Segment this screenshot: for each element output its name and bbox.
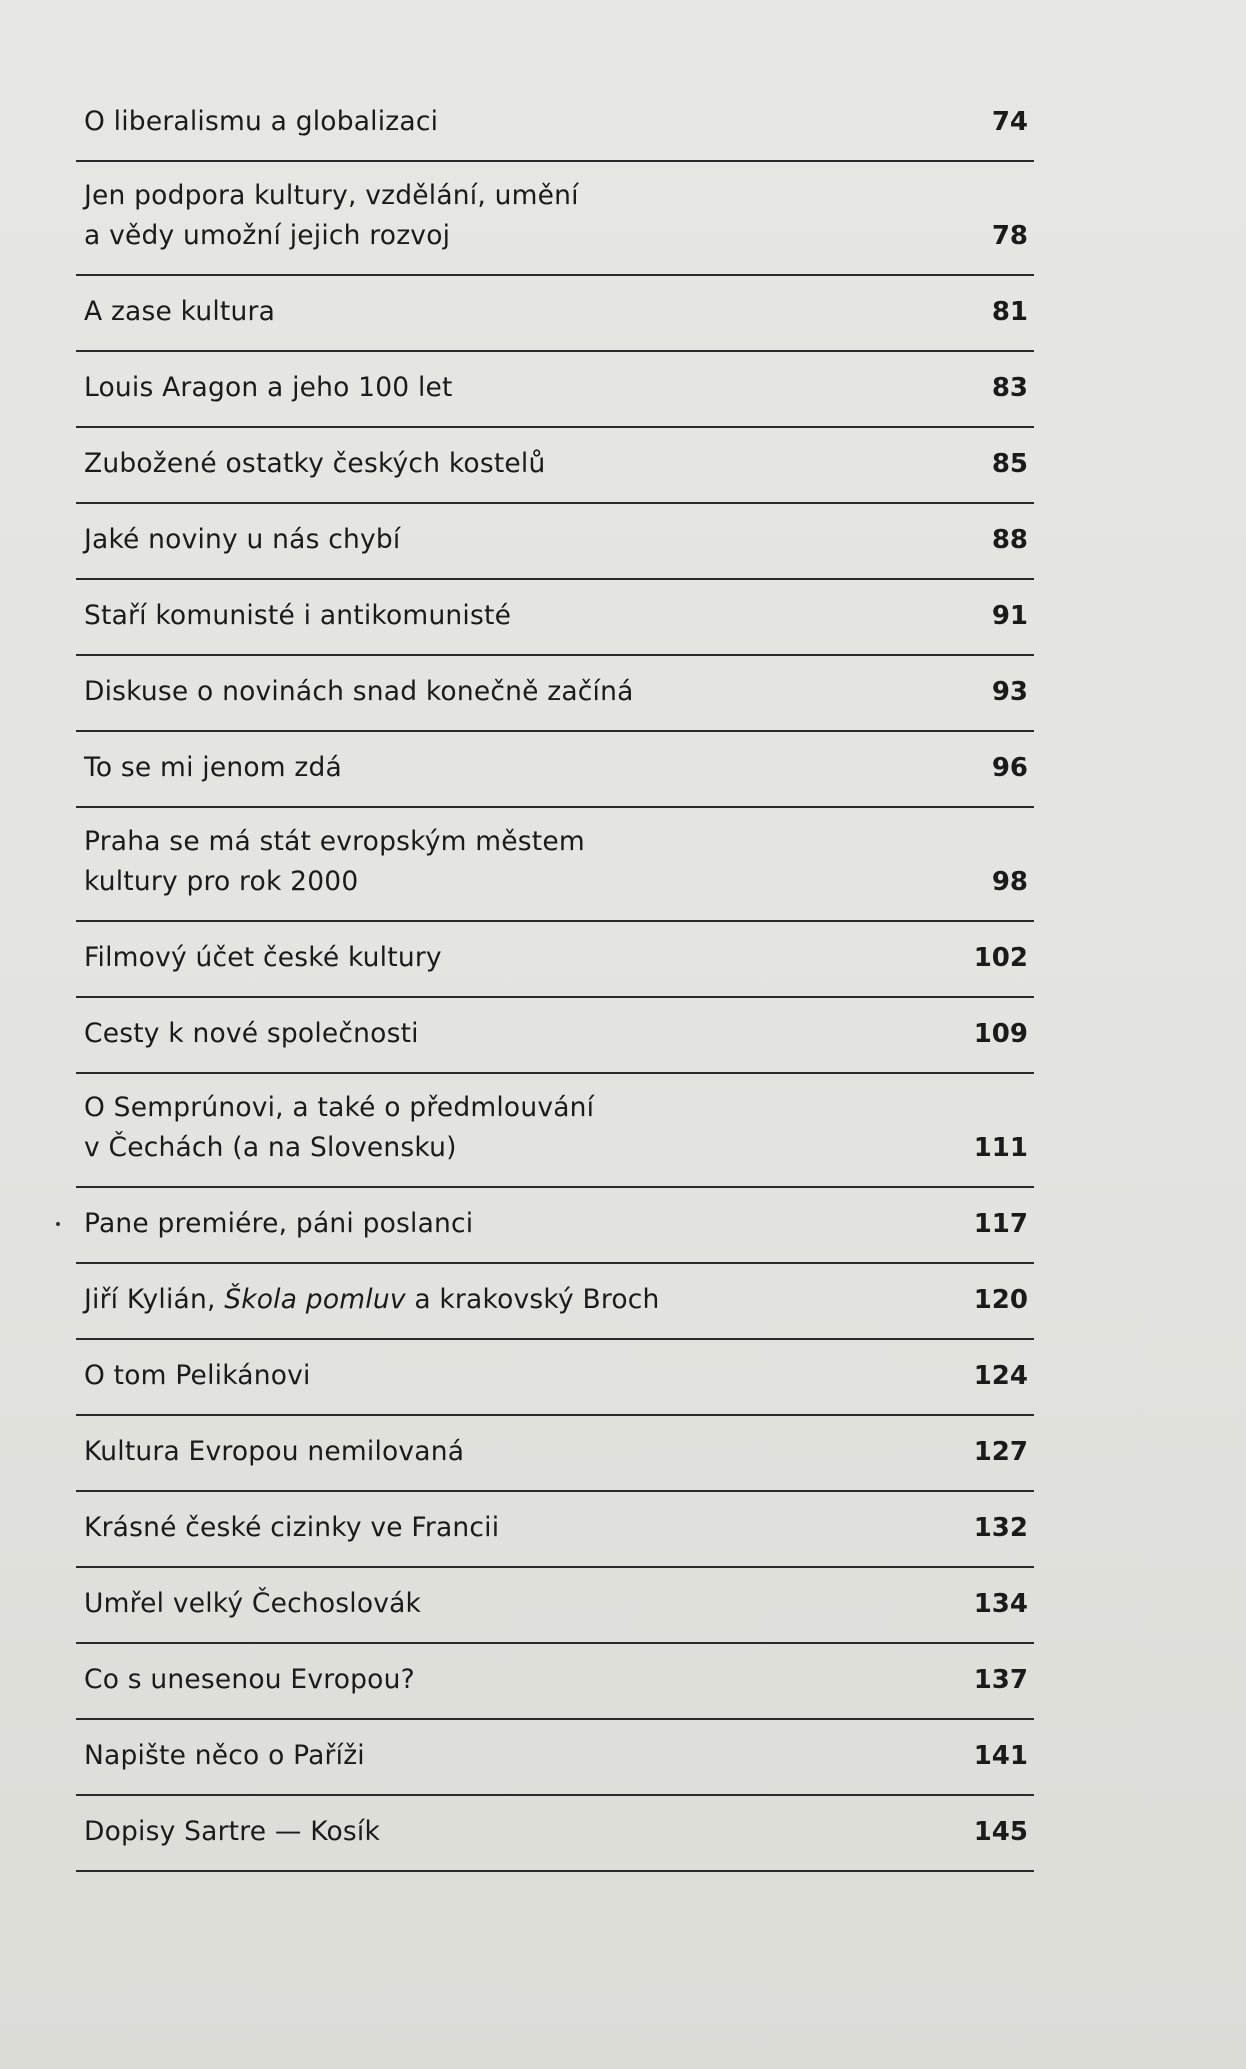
toc-entry-page-number: 74 bbox=[991, 107, 1028, 137]
toc-entry-title bbox=[84, 1088, 594, 1168]
toc-entry bbox=[76, 808, 1034, 922]
toc-entry bbox=[76, 1340, 1034, 1416]
toc-entry bbox=[76, 1074, 1034, 1188]
toc-entry-page-number: 81 bbox=[991, 297, 1028, 327]
toc-entry-page-number: 93 bbox=[991, 677, 1028, 707]
toc-entry-title: Krásné české cizinky ve Francii bbox=[84, 1512, 500, 1543]
toc-entry-title: Pane premiére, páni poslanci bbox=[84, 1208, 474, 1239]
toc-entry-title: Cesty k nové společnosti bbox=[84, 1018, 419, 1049]
toc-entry-title: Umřel velký Čechoslovák bbox=[84, 1588, 422, 1619]
toc-entry bbox=[76, 276, 1034, 352]
toc-entry bbox=[76, 656, 1034, 732]
toc-entry bbox=[76, 162, 1034, 276]
toc-entry-page-number: 124 bbox=[973, 1361, 1028, 1391]
toc-entry-title bbox=[84, 822, 585, 902]
toc-entry-page-number: 96 bbox=[991, 753, 1028, 783]
toc-entry-title: Napište něco o Paříži bbox=[84, 1740, 365, 1771]
toc-entry-page-number: 132 bbox=[973, 1513, 1028, 1543]
toc-entry bbox=[76, 1644, 1034, 1720]
toc-entry-title-italic-segment: Škola pomluv bbox=[224, 1284, 406, 1315]
toc-entry bbox=[76, 504, 1034, 580]
toc-entry bbox=[76, 1188, 1034, 1264]
toc-entry-page-number: 83 bbox=[991, 373, 1028, 403]
toc-entry-title: O tom Pelikánovi bbox=[84, 1360, 311, 1391]
toc-entry-page-number: 111 bbox=[973, 1133, 1028, 1163]
toc-entry-page-number: 120 bbox=[973, 1285, 1028, 1315]
toc-entry bbox=[76, 1720, 1034, 1796]
toc-entry-page-number: 134 bbox=[973, 1589, 1028, 1619]
toc-entry-page-number: 102 bbox=[973, 943, 1028, 973]
toc-entry-title-line: O Semprúnovi, a také o předmlouvání bbox=[84, 1092, 595, 1123]
toc-entry bbox=[76, 1264, 1034, 1340]
toc-entry-page-number: 85 bbox=[991, 449, 1028, 479]
toc-entry-title: Filmový účet české kultury bbox=[84, 942, 442, 973]
toc-entry-title-segment: a krakovský Broch bbox=[405, 1284, 660, 1315]
toc-entry bbox=[76, 998, 1034, 1074]
toc-entry-page-number: 109 bbox=[973, 1019, 1028, 1049]
toc-entry bbox=[76, 732, 1034, 808]
toc-entry bbox=[76, 1796, 1034, 1872]
toc-entry-title: Jaké noviny u nás chybí bbox=[84, 524, 401, 555]
toc-entry-page-number: 127 bbox=[973, 1437, 1028, 1467]
toc-entry-title: To se mi jenom zdá bbox=[84, 752, 342, 783]
toc-entry-page-number: 91 bbox=[991, 601, 1028, 631]
toc-entry-page-number: 137 bbox=[973, 1665, 1028, 1695]
toc-entry-page-number: 88 bbox=[991, 525, 1028, 555]
toc-entry-title: A zase kultura bbox=[84, 296, 276, 327]
toc-entry-title-line: Jen podpora kultury, vzdělání, umění bbox=[84, 180, 579, 211]
toc-entry bbox=[76, 1568, 1034, 1644]
toc-entry-title-line: v Čechách (a na Slovensku) bbox=[84, 1132, 457, 1163]
toc-entry-title-segment: Jiří Kylián, bbox=[84, 1284, 225, 1315]
toc-entry-title bbox=[84, 176, 579, 256]
toc-entry-title-line: Praha se má stát evropským městem bbox=[84, 826, 585, 857]
toc-entry-title: Dopisy Sartre — Kosík bbox=[84, 1816, 381, 1847]
toc-entry bbox=[76, 428, 1034, 504]
toc-entry bbox=[76, 1492, 1034, 1568]
toc-entry-title: Kultura Evropou nemilovaná bbox=[84, 1436, 465, 1467]
toc-entry-page-number: 78 bbox=[991, 221, 1028, 251]
toc-entry-title: Diskuse o novinách snad konečně začíná bbox=[84, 676, 634, 707]
toc-entry-title bbox=[84, 1280, 660, 1320]
toc-entry bbox=[76, 580, 1034, 656]
table-of-contents bbox=[76, 90, 1034, 1872]
toc-entry bbox=[76, 1416, 1034, 1492]
toc-entry-title-line: kultury pro rok 2000 bbox=[84, 866, 359, 897]
toc-entry bbox=[76, 922, 1034, 998]
toc-entry bbox=[76, 352, 1034, 428]
toc-entry bbox=[76, 90, 1034, 162]
toc-entry-page-number: 98 bbox=[991, 867, 1028, 897]
toc-entry-page-number: 141 bbox=[973, 1741, 1028, 1771]
toc-entry-page-number: 145 bbox=[973, 1817, 1028, 1847]
toc-entry-title: O liberalismu a globalizaci bbox=[84, 106, 439, 137]
toc-entry-title-line: a vědy umožní jejich rozvoj bbox=[84, 220, 451, 251]
toc-entry-title: Co s unesenou Evropou? bbox=[84, 1664, 415, 1695]
toc-entry-title: Staří komunisté i antikomunisté bbox=[84, 600, 512, 631]
paper-speck bbox=[56, 1222, 60, 1226]
toc-entry-title: Louis Aragon a jeho 100 let bbox=[84, 372, 453, 403]
toc-entry-page-number: 117 bbox=[973, 1209, 1028, 1239]
toc-entry-title: Zubožené ostatky českých kostelů bbox=[84, 448, 546, 479]
